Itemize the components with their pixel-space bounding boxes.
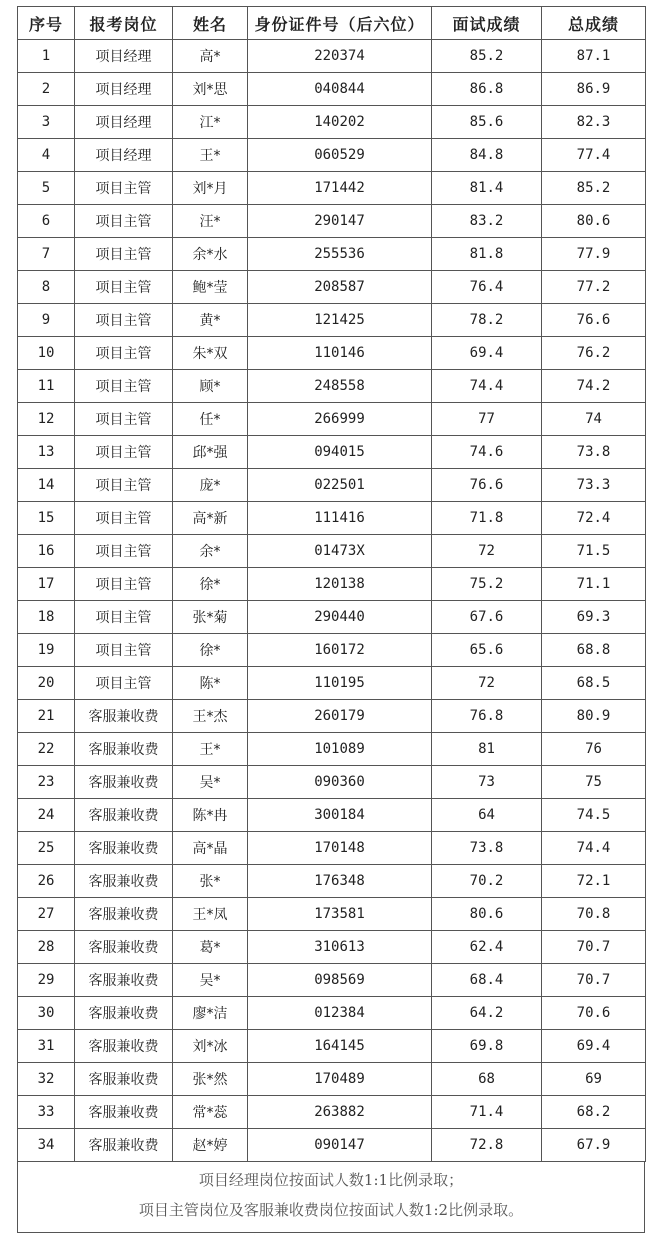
cell-position: 项目主管: [75, 304, 173, 337]
cell-interview-score: 78.2: [432, 304, 542, 337]
header-row: [18, 7, 646, 40]
cell-total-score: 69.3: [542, 601, 646, 634]
table-row: [18, 73, 646, 106]
table-row: [18, 964, 646, 997]
cell-position: 项目经理: [75, 139, 173, 172]
cell-total-score: 87.1: [542, 40, 646, 73]
cell-name: 刘*月: [173, 172, 248, 205]
cell-name: 高*晶: [173, 832, 248, 865]
cell-total-score: 71.1: [542, 568, 646, 601]
cell-name: 廖*洁: [173, 997, 248, 1030]
cell-id: 260179: [248, 700, 432, 733]
table-row: [18, 238, 646, 271]
cell-total-score: 68.2: [542, 1096, 646, 1129]
cell-id: 090147: [248, 1129, 432, 1162]
cell-position: 客服兼收费: [75, 898, 173, 931]
cell-interview-score: 69.4: [432, 337, 542, 370]
cell-index: 31: [18, 1030, 75, 1063]
cell-interview-score: 74.6: [432, 436, 542, 469]
cell-total-score: 80.9: [542, 700, 646, 733]
cell-name: 高*: [173, 40, 248, 73]
table-row: [18, 139, 646, 172]
cell-id: 110195: [248, 667, 432, 700]
cell-position: 项目主管: [75, 469, 173, 502]
cell-interview-score: 85.6: [432, 106, 542, 139]
cell-total-score: 74.4: [542, 832, 646, 865]
cell-index: 30: [18, 997, 75, 1030]
cell-name: 陈*: [173, 667, 248, 700]
cell-id: 160172: [248, 634, 432, 667]
results-sheet: [17, 6, 645, 1233]
cell-interview-score: 64: [432, 799, 542, 832]
cell-index: 22: [18, 733, 75, 766]
cell-position: 项目主管: [75, 172, 173, 205]
cell-index: 32: [18, 1063, 75, 1096]
cell-position: 客服兼收费: [75, 964, 173, 997]
cell-id: 170489: [248, 1063, 432, 1096]
cell-name: 庞*: [173, 469, 248, 502]
cell-id: 090360: [248, 766, 432, 799]
cell-index: 15: [18, 502, 75, 535]
table-row: [18, 601, 646, 634]
col-header-name: 姓名: [173, 7, 248, 40]
cell-total-score: 86.9: [542, 73, 646, 106]
cell-interview-score: 81: [432, 733, 542, 766]
cell-name: 张*然: [173, 1063, 248, 1096]
table-row: [18, 1096, 646, 1129]
cell-id: 171442: [248, 172, 432, 205]
cell-id: 208587: [248, 271, 432, 304]
cell-name: 江*: [173, 106, 248, 139]
cell-interview-score: 71.8: [432, 502, 542, 535]
cell-id: 173581: [248, 898, 432, 931]
cell-total-score: 72.4: [542, 502, 646, 535]
cell-index: 29: [18, 964, 75, 997]
cell-position: 项目主管: [75, 403, 173, 436]
cell-interview-score: 76.6: [432, 469, 542, 502]
table-row: [18, 172, 646, 205]
cell-index: 2: [18, 73, 75, 106]
cell-position: 项目主管: [75, 271, 173, 304]
cell-position: 项目主管: [75, 601, 173, 634]
cell-id: 176348: [248, 865, 432, 898]
table-row: [18, 568, 646, 601]
cell-interview-score: 68: [432, 1063, 542, 1096]
col-header-index: 序号: [18, 7, 75, 40]
cell-position: 客服兼收费: [75, 931, 173, 964]
cell-total-score: 80.6: [542, 205, 646, 238]
cell-id: 290147: [248, 205, 432, 238]
cell-index: 25: [18, 832, 75, 865]
cell-id: 121425: [248, 304, 432, 337]
cell-position: 项目主管: [75, 568, 173, 601]
cell-index: 28: [18, 931, 75, 964]
table-row: [18, 733, 646, 766]
cell-name: 陈*冉: [173, 799, 248, 832]
table-row: [18, 766, 646, 799]
cell-total-score: 76: [542, 733, 646, 766]
cell-index: 13: [18, 436, 75, 469]
cell-interview-score: 80.6: [432, 898, 542, 931]
cell-position: 客服兼收费: [75, 799, 173, 832]
table-row: [18, 370, 646, 403]
cell-id: 110146: [248, 337, 432, 370]
table-body: [18, 40, 646, 1162]
cell-name: 刘*思: [173, 73, 248, 106]
table-row: [18, 106, 646, 139]
cell-total-score: 71.5: [542, 535, 646, 568]
cell-position: 项目主管: [75, 634, 173, 667]
cell-interview-score: 85.2: [432, 40, 542, 73]
cell-interview-score: 74.4: [432, 370, 542, 403]
cell-id: 098569: [248, 964, 432, 997]
cell-interview-score: 72: [432, 535, 542, 568]
cell-position: 项目经理: [75, 40, 173, 73]
table-row: [18, 832, 646, 865]
cell-id: 060529: [248, 139, 432, 172]
cell-total-score: 75: [542, 766, 646, 799]
table-row: [18, 1129, 646, 1162]
cell-position: 客服兼收费: [75, 1030, 173, 1063]
col-header-id: 身份证件号（后六位）: [248, 7, 432, 40]
cell-name: 邱*强: [173, 436, 248, 469]
cell-total-score: 69.4: [542, 1030, 646, 1063]
cell-name: 顾*: [173, 370, 248, 403]
cell-index: 23: [18, 766, 75, 799]
cell-interview-score: 69.8: [432, 1030, 542, 1063]
cell-position: 客服兼收费: [75, 700, 173, 733]
cell-total-score: 70.8: [542, 898, 646, 931]
cell-index: 34: [18, 1129, 75, 1162]
cell-total-score: 82.3: [542, 106, 646, 139]
cell-name: 鲍*莹: [173, 271, 248, 304]
cell-id: 263882: [248, 1096, 432, 1129]
cell-id: 012384: [248, 997, 432, 1030]
cell-interview-score: 83.2: [432, 205, 542, 238]
cell-total-score: 73.3: [542, 469, 646, 502]
table-row: [18, 667, 646, 700]
cell-index: 18: [18, 601, 75, 634]
cell-name: 常*蕊: [173, 1096, 248, 1129]
table-row: [18, 865, 646, 898]
table-row: [18, 403, 646, 436]
table-row: [18, 337, 646, 370]
cell-index: 14: [18, 469, 75, 502]
col-header-interview-score: 面试成绩: [432, 7, 542, 40]
cell-id: 300184: [248, 799, 432, 832]
cell-name: 汪*: [173, 205, 248, 238]
cell-interview-score: 84.8: [432, 139, 542, 172]
cell-name: 余*: [173, 535, 248, 568]
table-row: [18, 271, 646, 304]
cell-total-score: 72.1: [542, 865, 646, 898]
cell-interview-score: 81.8: [432, 238, 542, 271]
cell-index: 19: [18, 634, 75, 667]
cell-index: 6: [18, 205, 75, 238]
cell-index: 7: [18, 238, 75, 271]
cell-interview-score: 77: [432, 403, 542, 436]
table-row: [18, 436, 646, 469]
cell-position: 项目主管: [75, 337, 173, 370]
cell-name: 余*水: [173, 238, 248, 271]
note-line: 项目经理岗位按面试人数1:1比例录取；: [198, 1171, 464, 1189]
cell-interview-score: 76.4: [432, 271, 542, 304]
cell-index: 20: [18, 667, 75, 700]
cell-name: 徐*: [173, 568, 248, 601]
cell-id: 022501: [248, 469, 432, 502]
cell-position: 客服兼收费: [75, 865, 173, 898]
cell-interview-score: 72: [432, 667, 542, 700]
cell-index: 3: [18, 106, 75, 139]
cell-id: 290440: [248, 601, 432, 634]
cell-id: 164145: [248, 1030, 432, 1063]
cell-position: 项目主管: [75, 238, 173, 271]
admission-notes: [17, 1162, 645, 1233]
table-row: [18, 205, 646, 238]
cell-total-score: 85.2: [542, 172, 646, 205]
cell-interview-score: 86.8: [432, 73, 542, 106]
cell-position: 项目主管: [75, 370, 173, 403]
cell-total-score: 76.2: [542, 337, 646, 370]
cell-name: 王*杰: [173, 700, 248, 733]
cell-total-score: 74.2: [542, 370, 646, 403]
cell-id: 120138: [248, 568, 432, 601]
cell-name: 任*: [173, 403, 248, 436]
cell-index: 5: [18, 172, 75, 205]
cell-position: 客服兼收费: [75, 733, 173, 766]
cell-id: 220374: [248, 40, 432, 73]
cell-interview-score: 81.4: [432, 172, 542, 205]
cell-index: 26: [18, 865, 75, 898]
cell-total-score: 77.2: [542, 271, 646, 304]
cell-position: 客服兼收费: [75, 1063, 173, 1096]
cell-id: 310613: [248, 931, 432, 964]
cell-index: 9: [18, 304, 75, 337]
cell-total-score: 70.7: [542, 931, 646, 964]
cell-index: 21: [18, 700, 75, 733]
cell-id: 101089: [248, 733, 432, 766]
cell-id: 040844: [248, 73, 432, 106]
cell-position: 项目经理: [75, 106, 173, 139]
cell-index: 11: [18, 370, 75, 403]
cell-interview-score: 71.4: [432, 1096, 542, 1129]
cell-interview-score: 70.2: [432, 865, 542, 898]
cell-total-score: 68.8: [542, 634, 646, 667]
cell-total-score: 70.7: [542, 964, 646, 997]
cell-total-score: 68.5: [542, 667, 646, 700]
cell-total-score: 73.8: [542, 436, 646, 469]
cell-total-score: 70.6: [542, 997, 646, 1030]
cell-position: 项目经理: [75, 73, 173, 106]
cell-name: 刘*冰: [173, 1030, 248, 1063]
cell-index: 4: [18, 139, 75, 172]
cell-index: 27: [18, 898, 75, 931]
cell-interview-score: 67.6: [432, 601, 542, 634]
table-row: [18, 898, 646, 931]
cell-total-score: 69: [542, 1063, 646, 1096]
table-row: [18, 502, 646, 535]
cell-position: 客服兼收费: [75, 1096, 173, 1129]
cell-position: 客服兼收费: [75, 832, 173, 865]
cell-id: 01473X: [248, 535, 432, 568]
table-row: [18, 634, 646, 667]
cell-name: 黄*: [173, 304, 248, 337]
cell-total-score: 74.5: [542, 799, 646, 832]
results-table: [17, 6, 646, 1162]
cell-interview-score: 73.8: [432, 832, 542, 865]
cell-total-score: 76.6: [542, 304, 646, 337]
cell-position: 项目主管: [75, 436, 173, 469]
cell-name: 王*: [173, 733, 248, 766]
cell-position: 客服兼收费: [75, 997, 173, 1030]
cell-interview-score: 73: [432, 766, 542, 799]
cell-position: 项目主管: [75, 667, 173, 700]
cell-name: 徐*: [173, 634, 248, 667]
cell-position: 项目主管: [75, 535, 173, 568]
cell-total-score: 74: [542, 403, 646, 436]
table-row: [18, 40, 646, 73]
cell-total-score: 77.9: [542, 238, 646, 271]
cell-name: 吴*: [173, 766, 248, 799]
cell-total-score: 67.9: [542, 1129, 646, 1162]
cell-name: 赵*婷: [173, 1129, 248, 1162]
table-row: [18, 1030, 646, 1063]
col-header-total-score: 总成绩: [542, 7, 646, 40]
table-row: [18, 700, 646, 733]
cell-index: 12: [18, 403, 75, 436]
cell-position: 项目主管: [75, 205, 173, 238]
cell-interview-score: 62.4: [432, 931, 542, 964]
table-row: [18, 535, 646, 568]
cell-name: 朱*双: [173, 337, 248, 370]
cell-index: 8: [18, 271, 75, 304]
table-row: [18, 1063, 646, 1096]
cell-index: 1: [18, 40, 75, 73]
cell-name: 王*凤: [173, 898, 248, 931]
cell-index: 16: [18, 535, 75, 568]
cell-interview-score: 75.2: [432, 568, 542, 601]
cell-id: 255536: [248, 238, 432, 271]
cell-id: 094015: [248, 436, 432, 469]
cell-position: 客服兼收费: [75, 1129, 173, 1162]
cell-position: 项目主管: [75, 502, 173, 535]
cell-name: 王*: [173, 139, 248, 172]
cell-total-score: 77.4: [542, 139, 646, 172]
cell-index: 10: [18, 337, 75, 370]
cell-interview-score: 72.8: [432, 1129, 542, 1162]
cell-interview-score: 65.6: [432, 634, 542, 667]
cell-index: 33: [18, 1096, 75, 1129]
cell-name: 高*新: [173, 502, 248, 535]
cell-name: 张*: [173, 865, 248, 898]
cell-name: 吴*: [173, 964, 248, 997]
table-row: [18, 997, 646, 1030]
cell-id: 248558: [248, 370, 432, 403]
table-row: [18, 931, 646, 964]
cell-name: 张*菊: [173, 601, 248, 634]
cell-id: 266999: [248, 403, 432, 436]
table-row: [18, 469, 646, 502]
cell-index: 24: [18, 799, 75, 832]
cell-interview-score: 64.2: [432, 997, 542, 1030]
cell-name: 葛*: [173, 931, 248, 964]
cell-interview-score: 76.8: [432, 700, 542, 733]
cell-position: 客服兼收费: [75, 766, 173, 799]
note-line: 项目主管岗位及客服兼收费岗位按面试人数1:2比例录取。: [138, 1201, 524, 1219]
cell-id: 111416: [248, 502, 432, 535]
cell-index: 17: [18, 568, 75, 601]
col-header-position: 报考岗位: [75, 7, 173, 40]
table-row: [18, 304, 646, 337]
cell-id: 140202: [248, 106, 432, 139]
cell-interview-score: 68.4: [432, 964, 542, 997]
table-row: [18, 799, 646, 832]
cell-id: 170148: [248, 832, 432, 865]
